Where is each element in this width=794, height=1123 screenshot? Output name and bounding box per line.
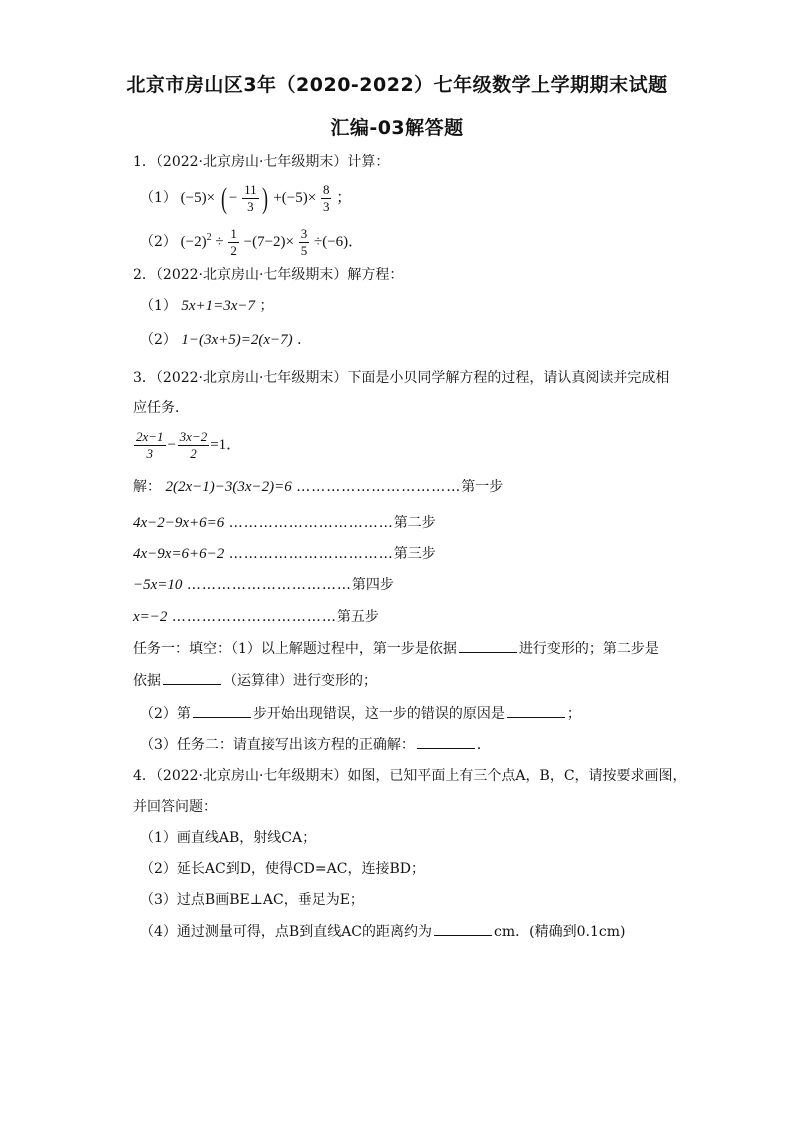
q1-p2-frac2-den: 5 [300, 243, 308, 259]
q1-p2-label: （2） [140, 234, 177, 250]
q1-p2-c: −(7−2)× [243, 234, 294, 250]
q3-step3-label: 第三步 [393, 546, 436, 562]
q1-p2-a: (−2) [180, 234, 207, 250]
q4-part2: （2）延长AC到D，使得CD=AC，连接BD； [140, 861, 425, 877]
q3-eq-frac1 [134, 429, 166, 462]
q3-blank-1[interactable] [459, 638, 517, 653]
q1-p1-frac1-num: 11 [244, 182, 257, 198]
q1-p1-frac2 [321, 182, 332, 215]
q3-step2-label: 第二步 [393, 515, 436, 531]
q4-part4 [140, 921, 625, 942]
q1-part1: （1） (−5)× ( − $\frac{11}{3}$ ) +(−5)× $\frac{8}{3}$ ； [140, 181, 352, 215]
q2-p2-label: （2） [140, 332, 177, 348]
q4-stem-line1: 4．（2022·北京房山·七年级期末）如图，已知平面上有三个点A，B，C，请按要求画图， [133, 768, 687, 784]
q2-p1-label: （1） [140, 298, 177, 314]
doc-title-line2: 汇编-03解答题 [330, 117, 464, 139]
q1-p2-frac2-num: 3 [300, 226, 308, 242]
q3-task1-f: 步开始出现错误，这一步的错误的原因是 [252, 706, 505, 722]
q3-step1-expr: 2(2x−1)−3(3x−2)=6 [165, 479, 292, 495]
q3-task2-line [140, 734, 491, 755]
q3-step5-label: 第五步 [336, 609, 379, 625]
q3-equation [133, 427, 241, 463]
q3-task2-b: ． [476, 737, 491, 753]
q1-p2-frac1 [228, 226, 239, 259]
q1-p1-end: ； [336, 190, 352, 206]
q3-step3 [133, 544, 436, 564]
q2-part1 [140, 296, 274, 316]
q3-task1-line3 [140, 703, 581, 724]
q3-stem-line2: 应任务． [133, 400, 189, 416]
q3-step4-label: 第四步 [351, 577, 394, 593]
q2-stem: 2．（2022·北京房山·七年级期末）解方程： [133, 267, 404, 283]
q3-task1-e: （2）第 [140, 706, 191, 722]
q3-stem-line1: 3．（2022·北京房山·七年级期末）下面是小贝同学解方程的过程，请认真阅读并完成相 [133, 370, 670, 386]
q1-part2 [140, 220, 363, 260]
q2-p2-expr: 1−(3x+5)=2(x−7) [181, 332, 293, 348]
q4-p4-a: （4）通过测量可得，点B到直线AC的距离约为 [140, 924, 433, 940]
q3-eq-frac2-num: 3x−2 [179, 429, 208, 445]
q3-task2-a: （3）任务二：请直接写出该方程的正确解： [140, 737, 415, 753]
q1-p1-frac2-num: 8 [322, 182, 330, 198]
q3-step1 [133, 477, 503, 497]
q1-p1-frac2-den: 3 [322, 199, 330, 215]
q3-blank-3[interactable] [193, 703, 251, 718]
q3-eq-frac2-den: 2 [190, 446, 197, 462]
q2-p1-end: ； [259, 298, 274, 314]
q3-eq-end: =1． [210, 437, 242, 453]
q1-p1-a: (−5)× [180, 190, 216, 206]
q3-blank-2[interactable] [163, 670, 221, 685]
q3-task1-c: 依据 [133, 673, 161, 689]
q3-task1-b: 进行变形的；第二步是 [518, 641, 659, 657]
q4-part1: （1）画直线AB，射线CA； [140, 830, 317, 846]
q3-task1-line1 [133, 638, 659, 659]
q3-step2-dots: …………………………… [228, 515, 394, 531]
q4-p4-b: cm．(精确到0.1cm) [494, 924, 626, 940]
q1-p2-frac1-den: 2 [230, 243, 237, 259]
q3-eq-frac2 [178, 429, 210, 462]
q3-step3-expr: 4x−9x=6+6−2 [133, 546, 225, 562]
q3-task1-line2 [133, 670, 377, 691]
q3-step2 [133, 513, 436, 533]
q3-step1-label: 第一步 [461, 479, 504, 495]
q3-task1-g: ； [566, 706, 581, 722]
q3-step5-expr: x=−2 [133, 609, 168, 625]
q1-p1-neg: − [228, 190, 238, 206]
q4-stem-line2: 并回答问题： [133, 799, 217, 815]
q1-stem: 1．（2022·北京房山·七年级期末）计算： [133, 154, 390, 170]
q2-p2-end: ． [297, 332, 312, 348]
q3-blank-4[interactable] [507, 703, 565, 718]
q1-p2-b: ÷ [215, 234, 224, 250]
q1-p2-end: ． [348, 234, 364, 250]
q3-step3-dots: …………………………… [228, 546, 394, 562]
q1-p2-frac1-num: 1 [230, 226, 237, 242]
q3-sol-label: 解： [133, 479, 161, 495]
q3-step4-expr: −5x=10 [133, 577, 183, 593]
q3-step4-dots: …………………………… [186, 577, 352, 593]
q1-p1-frac1 [242, 182, 259, 215]
q3-step2-expr: 4x−2−9x+6=6 [133, 515, 225, 531]
q1-p1-b: +(−5)× [273, 190, 317, 206]
q2-part2 [140, 330, 311, 350]
doc-title-line1: 北京市房山区3年（2020-2022）七年级数学上学期期末试题 [126, 74, 668, 96]
q3-step5 [133, 607, 379, 627]
q3-eq-frac1-den: 3 [146, 446, 154, 462]
q3-blank-5[interactable] [417, 734, 475, 749]
q3-step5-dots: …………………………… [171, 609, 337, 625]
q1-p1-frac1-den: 3 [247, 199, 254, 215]
q3-step4 [133, 575, 394, 595]
q1-p2-frac2 [299, 226, 310, 259]
q3-eq-mid: − [166, 437, 177, 453]
q4-part3: （3）过点B画BE⊥AC，垂足为E； [140, 892, 364, 908]
q3-task1-a: 任务一：填空：（1）以上解题过程中，第一步是依据 [133, 641, 457, 657]
q3-eq-frac1-num: 2x−1 [136, 429, 164, 445]
q1-p2-d: ÷(−6) [313, 234, 349, 250]
q4-blank-1[interactable] [434, 921, 492, 936]
q1-p1-label: （1） [140, 190, 177, 206]
q3-task1-d: （运算律）进行变形的； [223, 673, 377, 689]
q3-step1-dots: …………………………… [296, 479, 462, 495]
q1-p2-exp: 2 [206, 232, 212, 243]
q2-p1-expr: 5x+1=3x−7 [181, 298, 256, 314]
